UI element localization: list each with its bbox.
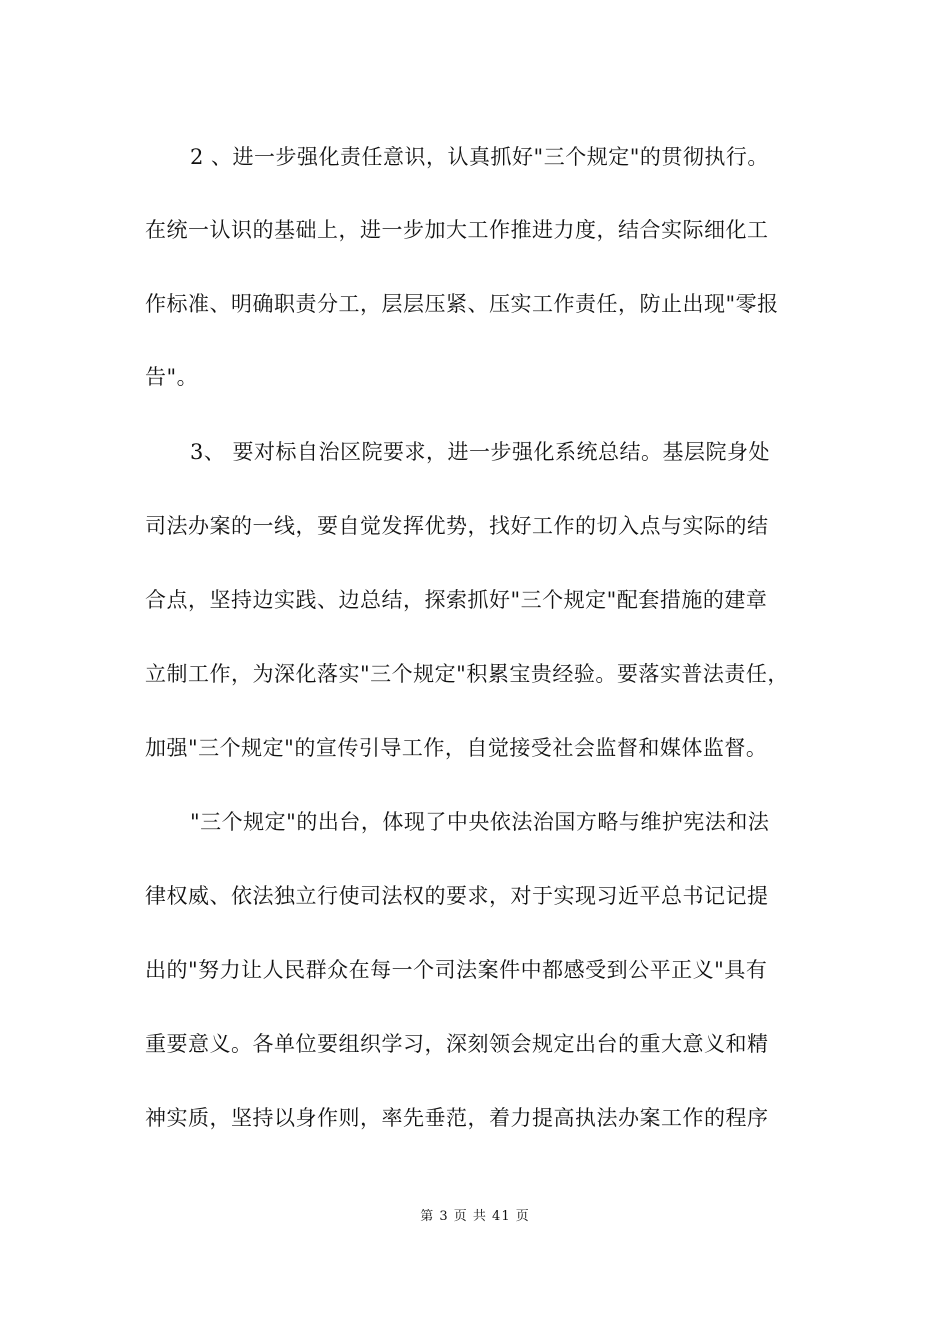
paragraph-1-line-3: 作标准、明确职责分工，层层压紧、压实工作责任，防止出现"零报 [145,292,779,316]
paragraph-2-line-5: 加强"三个规定"的宣传引导工作，自觉接受社会监督和媒体监督。 [145,736,768,760]
paragraph-3-line-3: 出的"努力让人民群众在每一个司法案件中都感受到公平正义"具有 [145,958,768,982]
paragraph-3-line-4: 重要意义。各单位要组织学习，深刻领会规定出台的重大意义和精 [145,1032,769,1056]
paragraph-3-line-5: 神实质，坚持以身作则，率先垂范，着力提高执法办案工作的程序 [145,1106,769,1130]
paragraph-1-line-1: 2 、进一步强化责任意识，认真抓好"三个规定"的贯彻执行。 [190,145,769,169]
paragraph-1-line-2: 在统一认识的基础上，进一步加大工作推进力度，结合实际细化工 [145,218,769,242]
paragraph-2-line-1: 3、 要对标自治区院要求，进一步强化系统总结。基层院身处 [190,440,771,464]
paragraph-2-line-2: 司法办案的一线，要自觉发挥优势，找好工作的切入点与实际的结 [145,514,769,538]
paragraph-3-line-1: "三个规定"的出台，体现了中央依法治国方略与维护宪法和法 [190,810,770,834]
paragraph-1-line-4: 告"。 [145,365,199,389]
page-number-footer: 第 3 页 共 41 页 [420,1209,530,1224]
paragraph-2-line-4: 立制工作，为深化落实"三个规定"积累宝贵经验。要落实普法责任， [145,662,789,686]
paragraph-3-line-2: 律权威、依法独立行使司法权的要求，对于实现习近平总书记记提 [145,884,769,908]
paragraph-2-line-3: 合点，坚持边实践、边总结，探索抓好"三个规定"配套措施的建章 [145,588,768,612]
